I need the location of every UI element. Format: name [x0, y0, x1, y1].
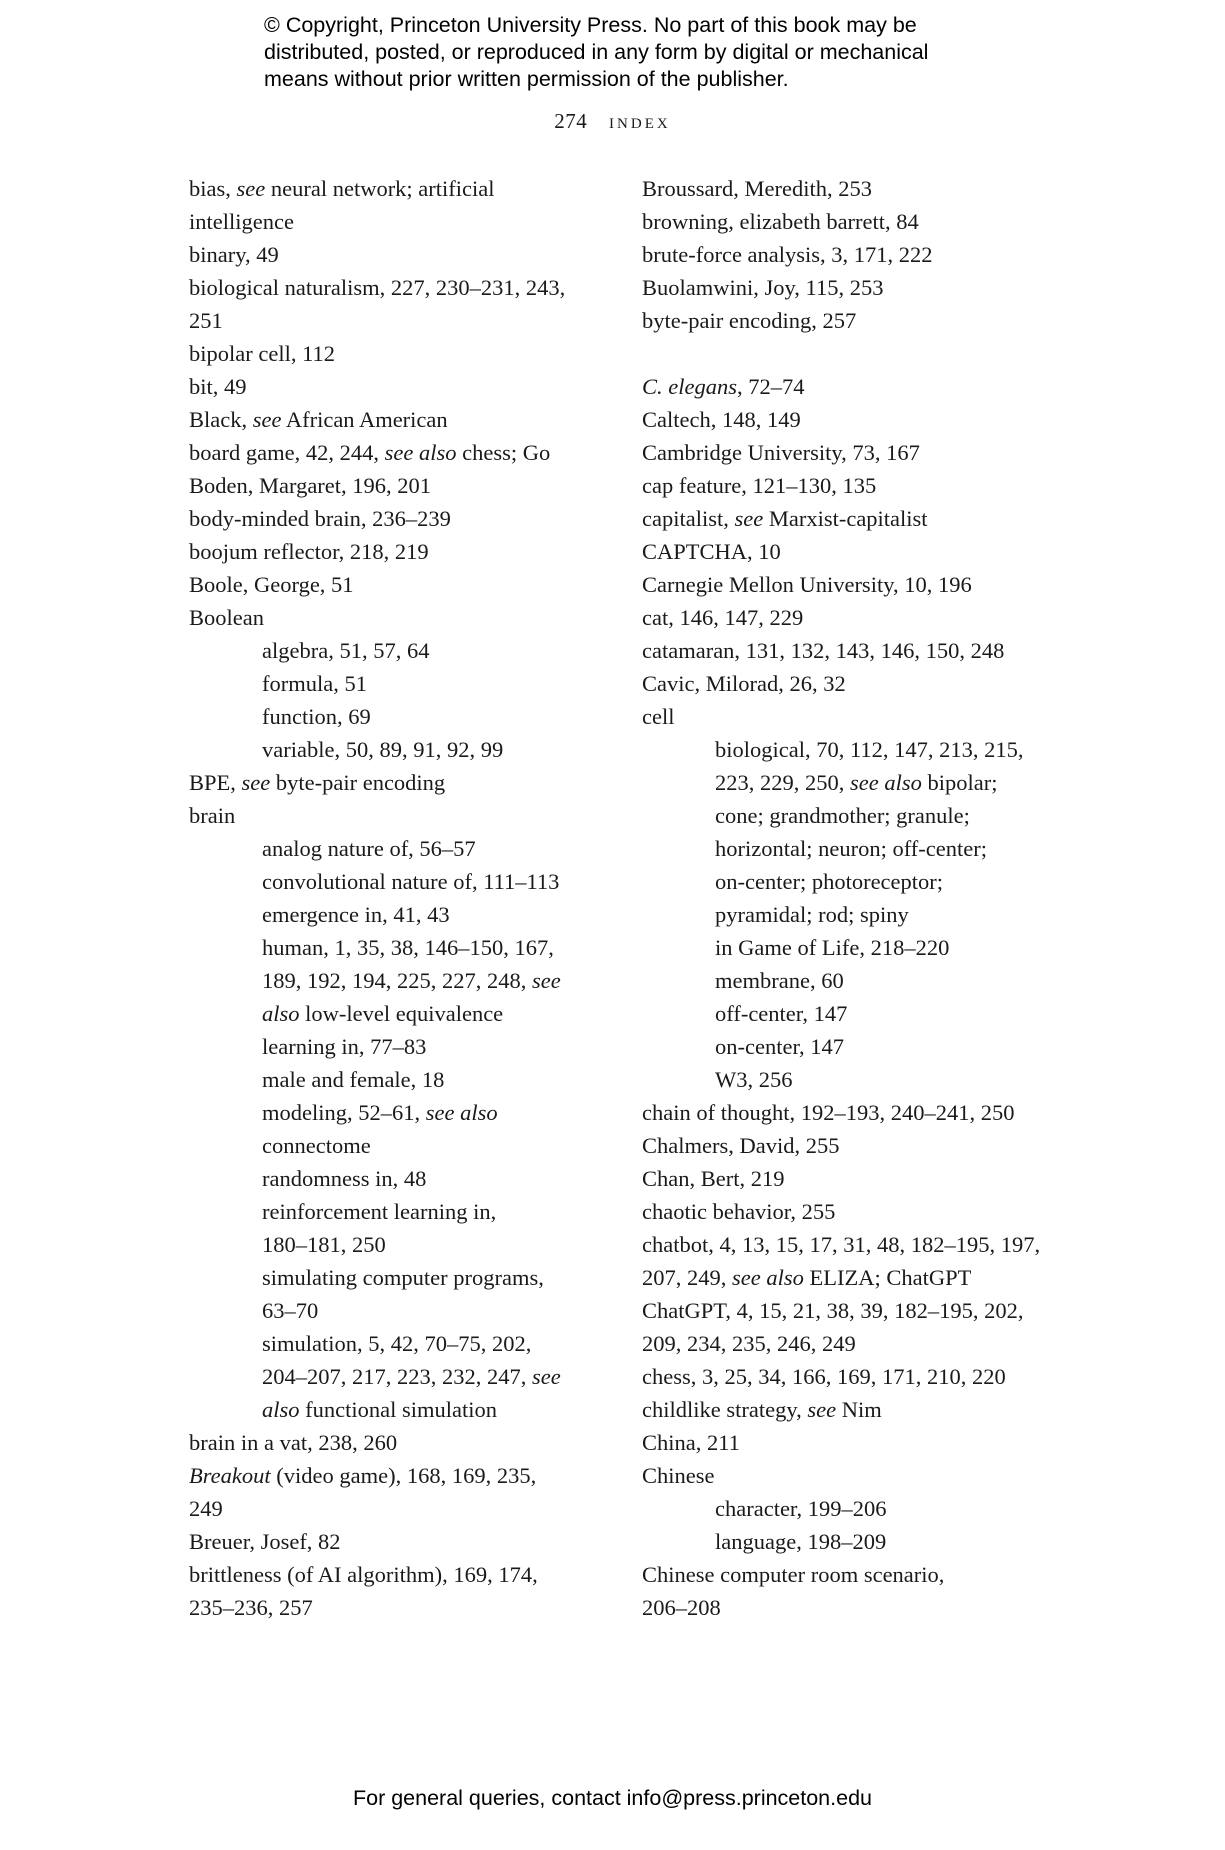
entry-line: language, 198–209 [715, 1529, 887, 1554]
index-entry [642, 568, 1072, 601]
index-entry [642, 1162, 1072, 1195]
entry-line: variable, 50, 89, 91, 92, 99 [262, 737, 504, 762]
index-subentry [189, 1261, 609, 1327]
index-entry [642, 370, 1072, 403]
index-entry [642, 1096, 1072, 1129]
index-entry [189, 370, 609, 403]
index-subentry [189, 1195, 609, 1261]
entry-line: membrane, 60 [715, 968, 844, 993]
index-subentry [642, 931, 1072, 964]
index-entry [189, 403, 609, 436]
entry-line: cat, 146, 147, 229 [642, 605, 804, 630]
entry-line: human, 1, 35, 38, 146–150, 167, [262, 935, 554, 960]
index-entry [189, 172, 609, 238]
copyright-notice [264, 12, 1024, 93]
index-entry [642, 1393, 1072, 1426]
index-entry [642, 1294, 1072, 1360]
index-entry [189, 1426, 609, 1459]
index-entry [642, 436, 1072, 469]
entry-line: character, 199–206 [715, 1496, 887, 1521]
section-title: index [609, 108, 671, 133]
entry-line: intelligence [189, 209, 294, 234]
entry-line: binary, 49 [189, 242, 279, 267]
entry-line: on-center, 147 [715, 1034, 845, 1059]
entry-line: formula, 51 [262, 671, 367, 696]
index-entry [189, 1459, 609, 1525]
entry-gap [642, 337, 1072, 370]
entry-line: chain of thought, 192–193, 240–241, 250 [642, 1100, 1015, 1125]
entry-line: biological, 70, 112, 147, 213, 215, [715, 737, 1024, 762]
entry-line: board game, 42, 244, see also chess; Go [189, 440, 551, 465]
entry-line: Cavic, Milorad, 26, 32 [642, 671, 846, 696]
entry-line: Black, see African American [189, 407, 448, 432]
entry-line: W3, 256 [715, 1067, 793, 1092]
entry-line: 206–208 [642, 1595, 721, 1620]
entry-line: also low-level equivalence [262, 1001, 504, 1026]
index-entry [189, 469, 609, 502]
running-head [0, 108, 1225, 134]
index-entry [642, 271, 1072, 304]
index-entry [642, 502, 1072, 535]
entry-line: chess, 3, 25, 34, 166, 169, 171, 210, 220 [642, 1364, 1006, 1389]
index-subentry [189, 832, 609, 865]
entry-line: Boolean [189, 605, 264, 630]
index-entry [642, 601, 1072, 634]
entry-line: cap feature, 121–130, 135 [642, 473, 877, 498]
entry-line: on-center; photoreceptor; [715, 869, 944, 894]
entry-line: 209, 234, 235, 246, 249 [642, 1331, 856, 1356]
index-entry [189, 766, 609, 799]
entry-line: Chan, Bert, 219 [642, 1166, 785, 1191]
entry-line: pyramidal; rod; spiny [715, 902, 909, 927]
entry-line: 249 [189, 1496, 223, 1521]
index-subentry [642, 733, 1072, 931]
entry-line: brittleness (of AI algorithm), 169, 174, [189, 1562, 538, 1587]
copyright-line: © Copyright, Princeton University Press. No part of this book may be [264, 13, 917, 37]
entry-line: 63–70 [262, 1298, 319, 1323]
entry-line: function, 69 [262, 704, 371, 729]
index-subentry [189, 1030, 609, 1063]
index-entry [642, 1360, 1072, 1393]
entry-line: bit, 49 [189, 374, 247, 399]
index-entry [189, 535, 609, 568]
entry-line: chatbot, 4, 13, 15, 17, 31, 48, 182–195, 197, [642, 1232, 1041, 1257]
entry-line: brain in a vat, 238, 260 [189, 1430, 398, 1455]
entry-line: Boole, George, 51 [189, 572, 354, 597]
entry-line: bias, see neural network; artificial [189, 176, 495, 201]
index-entry [642, 1228, 1072, 1294]
index-entry [642, 469, 1072, 502]
index-subentry [189, 865, 609, 898]
index-entry [189, 1525, 609, 1558]
index-subentry [189, 931, 609, 1030]
index-entry [642, 1459, 1072, 1492]
index-subentry [189, 634, 609, 667]
entry-line: modeling, 52–61, see also [262, 1100, 498, 1125]
entry-line: body-minded brain, 236–239 [189, 506, 451, 531]
index-subentry [189, 1327, 609, 1426]
index-entry [189, 238, 609, 271]
index-entry [189, 601, 609, 634]
index-entry [189, 436, 609, 469]
entry-line: simulation, 5, 42, 70–75, 202, [262, 1331, 532, 1356]
entry-line: boojum reflector, 218, 219 [189, 539, 429, 564]
index-entry [642, 205, 1072, 238]
entry-line: also functional simulation [262, 1397, 497, 1422]
entry-line: 223, 229, 250, see also bipolar; [715, 770, 998, 795]
index-entry [642, 667, 1072, 700]
entry-line: Chinese computer room scenario, [642, 1562, 945, 1587]
entry-line: 189, 192, 194, 225, 227, 248, see [262, 968, 561, 993]
entry-line: cell [642, 704, 675, 729]
index-entry [189, 337, 609, 370]
index-entry [189, 1558, 609, 1624]
entry-line: learning in, 77–83 [262, 1034, 427, 1059]
entry-line: Chalmers, David, 255 [642, 1133, 840, 1158]
entry-line: Cambridge University, 73, 167 [642, 440, 920, 465]
entry-line: childlike strategy, see Nim [642, 1397, 882, 1422]
index-column-left [189, 172, 609, 1624]
entry-line: Boden, Margaret, 196, 201 [189, 473, 432, 498]
entry-line: randomness in, 48 [262, 1166, 427, 1191]
entry-line: algebra, 51, 57, 64 [262, 638, 430, 663]
index-subentry [189, 898, 609, 931]
entry-line: connectome [262, 1133, 371, 1158]
index-entry [642, 700, 1072, 733]
entry-line: ChatGPT, 4, 15, 21, 38, 39, 182–195, 202, [642, 1298, 1024, 1323]
entry-line: Caltech, 148, 149 [642, 407, 801, 432]
entry-line: CAPTCHA, 10 [642, 539, 781, 564]
index-entry [189, 568, 609, 601]
entry-line: horizontal; neuron; off-center; [715, 836, 987, 861]
index-entry [189, 502, 609, 535]
index-subentry [189, 1096, 609, 1162]
index-entry [642, 634, 1072, 667]
entry-line: reinforcement learning in, [262, 1199, 497, 1224]
index-entry [642, 172, 1072, 205]
index-entry [642, 1129, 1072, 1162]
entry-line: Buolamwini, Joy, 115, 253 [642, 275, 884, 300]
index-entry [642, 1426, 1072, 1459]
entry-line: bipolar cell, 112 [189, 341, 335, 366]
entry-line: byte-pair encoding, 257 [642, 308, 857, 333]
entry-line: C. elegans, 72–74 [642, 374, 805, 399]
index-subentry [642, 964, 1072, 997]
entry-line: simulating computer programs, [262, 1265, 544, 1290]
index-subentry [642, 997, 1072, 1030]
index-subentry [189, 1063, 609, 1096]
entry-line: brain [189, 803, 236, 828]
copyright-line: means without prior written permission of the publisher. [264, 67, 789, 91]
entry-line: off-center, 147 [715, 1001, 848, 1026]
index-entry [189, 799, 609, 832]
entry-line: in Game of Life, 218–220 [715, 935, 950, 960]
entry-line: Breakout (video game), 168, 169, 235, [189, 1463, 537, 1488]
footer-contact: For general queries, contact info@press.princeton.edu [352, 1786, 872, 1810]
entry-line: 235–236, 257 [189, 1595, 313, 1620]
entry-line: 204–207, 217, 223, 232, 247, see [262, 1364, 561, 1389]
entry-line: China, 211 [642, 1430, 740, 1455]
index-subentry [642, 1525, 1072, 1558]
page-number: 274 [554, 109, 588, 133]
index-entry [642, 238, 1072, 271]
index-subentry [189, 733, 609, 766]
index-entry [189, 271, 609, 337]
index-subentry [189, 700, 609, 733]
entry-line: Carnegie Mellon University, 10, 196 [642, 572, 972, 597]
entry-line: Chinese [642, 1463, 715, 1488]
index-entry [642, 1558, 1072, 1624]
copyright-line: distributed, posted, or reproduced in any form by digital or mechanical [264, 40, 929, 64]
entry-line: capitalist, see Marxist-capitalist [642, 506, 928, 531]
index-subentry [642, 1492, 1072, 1525]
index-subentry [642, 1030, 1072, 1063]
index-entry [642, 304, 1072, 337]
index-entry [642, 535, 1072, 568]
index-entry [642, 1195, 1072, 1228]
entry-line: convolutional nature of, 111–113 [262, 869, 560, 894]
entry-line: 207, 249, see also ELIZA; ChatGPT [642, 1265, 972, 1290]
entry-line: male and female, 18 [262, 1067, 445, 1092]
entry-line: emergence in, 41, 43 [262, 902, 450, 927]
entry-line: cone; grandmother; granule; [715, 803, 970, 828]
index-entry [642, 403, 1072, 436]
entry-line: biological naturalism, 227, 230–231, 243, [189, 275, 566, 300]
index-subentry [189, 1162, 609, 1195]
index-subentry [642, 1063, 1072, 1096]
entry-line: Broussard, Meredith, 253 [642, 176, 872, 201]
entry-line: Breuer, Josef, 82 [189, 1529, 341, 1554]
entry-line: 180–181, 250 [262, 1232, 386, 1257]
entry-line: BPE, see byte-pair encoding [189, 770, 446, 795]
entry-line: catamaran, 131, 132, 143, 146, 150, 248 [642, 638, 1005, 663]
index-subentry [189, 667, 609, 700]
entry-line: 251 [189, 308, 223, 333]
entry-line: chaotic behavior, 255 [642, 1199, 836, 1224]
index-column-right [642, 172, 1072, 1624]
entry-line: browning, elizabeth barrett, 84 [642, 209, 919, 234]
entry-line: brute-force analysis, 3, 171, 222 [642, 242, 933, 267]
entry-line: analog nature of, 56–57 [262, 836, 476, 861]
